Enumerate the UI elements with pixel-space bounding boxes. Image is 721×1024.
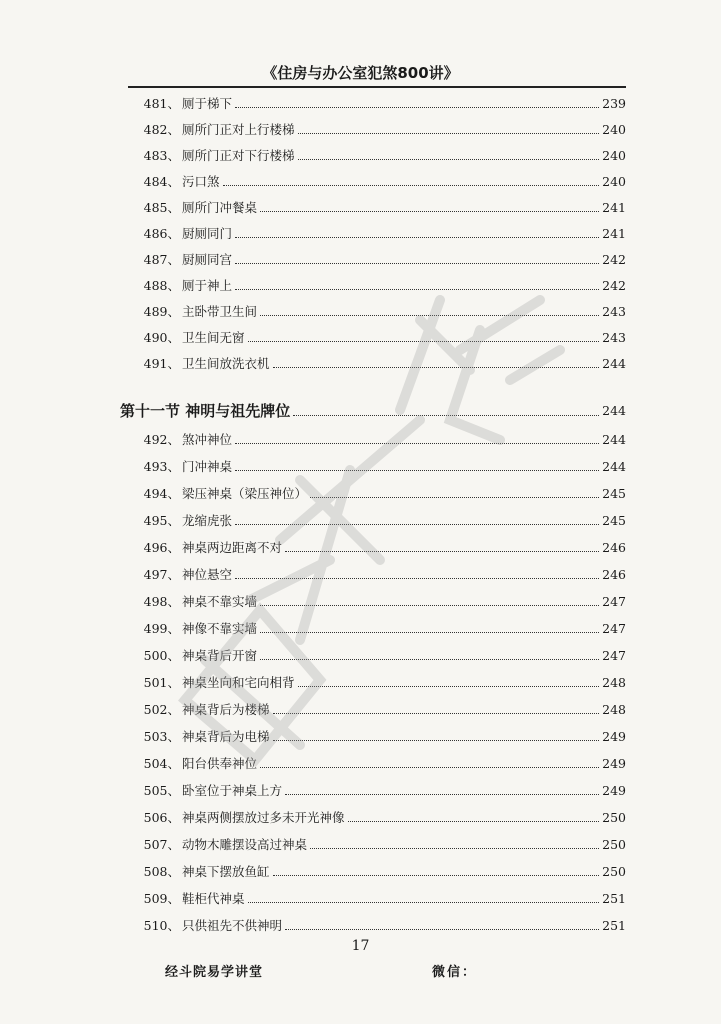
entry-number: 494、 bbox=[143, 486, 180, 501]
dot-leader bbox=[298, 158, 600, 160]
entry-number: 500、 bbox=[143, 648, 180, 663]
entry-number: 509、 bbox=[143, 891, 180, 906]
toc-entry[interactable] bbox=[120, 563, 626, 583]
section-title: 第十一节 神明与祖先牌位 bbox=[120, 402, 291, 420]
entry-title: 污口煞 bbox=[182, 174, 220, 189]
toc-entry[interactable] bbox=[120, 455, 626, 475]
toc-entry[interactable] bbox=[120, 248, 626, 268]
entry-title: 卫生间放洗衣机 bbox=[182, 356, 270, 371]
page-header-title: 《住房与办公室犯煞800讲》 bbox=[262, 64, 459, 82]
entry-page: 244 bbox=[602, 356, 626, 371]
entry-title: 动物木雕摆设高过神桌 bbox=[182, 837, 308, 852]
dot-leader bbox=[273, 366, 600, 368]
toc-entry[interactable] bbox=[120, 509, 626, 529]
entry-number: 495、 bbox=[143, 513, 180, 528]
entry-number: 508、 bbox=[143, 864, 180, 879]
entry-page: 244 bbox=[602, 432, 626, 447]
entry-page: 240 bbox=[602, 148, 626, 163]
dot-leader bbox=[235, 523, 599, 525]
toc-entry[interactable] bbox=[120, 806, 626, 826]
toc-entry[interactable] bbox=[120, 617, 626, 637]
entry-number: 490、 bbox=[143, 330, 180, 345]
dot-leader bbox=[310, 847, 599, 849]
entry-title: 神桌背后为电梯 bbox=[182, 729, 270, 744]
entry-number: 503、 bbox=[143, 729, 180, 744]
toc-entry[interactable] bbox=[120, 118, 626, 138]
toc-entry[interactable] bbox=[120, 428, 626, 448]
entry-page: 251 bbox=[602, 891, 626, 906]
entry-title: 阳台供奉神位 bbox=[182, 756, 258, 771]
entry-title: 神桌坐向和宅向相背 bbox=[182, 675, 295, 690]
toc-entry[interactable] bbox=[120, 144, 626, 164]
entry-number: 502、 bbox=[143, 702, 180, 717]
entry-page: 240 bbox=[602, 174, 626, 189]
entry-page: 239 bbox=[602, 96, 626, 111]
entry-number: 483、 bbox=[143, 148, 180, 163]
entry-page: 246 bbox=[602, 540, 626, 555]
entry-page: 245 bbox=[602, 513, 626, 528]
toc-entry[interactable] bbox=[120, 352, 626, 372]
entry-number: 506、 bbox=[143, 810, 180, 825]
entry-number: 484、 bbox=[143, 174, 180, 189]
dot-leader bbox=[260, 766, 599, 768]
dot-leader bbox=[235, 469, 599, 471]
dot-leader bbox=[235, 288, 599, 290]
toc-entry[interactable] bbox=[120, 887, 626, 907]
entry-number: 486、 bbox=[143, 226, 180, 241]
entry-number: 496、 bbox=[143, 540, 180, 555]
dot-leader bbox=[248, 901, 600, 903]
toc-entry[interactable] bbox=[120, 752, 626, 772]
entry-number: 492、 bbox=[143, 432, 180, 447]
dot-leader bbox=[223, 184, 600, 186]
toc-entry[interactable] bbox=[120, 698, 626, 718]
entry-number: 491、 bbox=[143, 356, 180, 371]
footer-left-text: 经斗院易学讲堂 bbox=[165, 965, 264, 980]
toc-entry[interactable] bbox=[120, 725, 626, 745]
entry-number: 481、 bbox=[143, 96, 180, 111]
entry-number: 498、 bbox=[143, 594, 180, 609]
dot-leader bbox=[273, 712, 600, 714]
entry-title: 主卧带卫生间 bbox=[182, 304, 258, 319]
entry-page: 241 bbox=[602, 226, 626, 241]
toc-entry[interactable] bbox=[120, 644, 626, 664]
toc-entry[interactable] bbox=[120, 196, 626, 216]
entry-number: 497、 bbox=[143, 567, 180, 582]
entry-page: 244 bbox=[602, 459, 626, 474]
dot-leader bbox=[260, 631, 599, 633]
entry-page: 242 bbox=[602, 252, 626, 267]
entry-title: 厕所门正对上行楼梯 bbox=[182, 122, 295, 137]
entry-number: 504、 bbox=[143, 756, 180, 771]
entry-page: 249 bbox=[602, 729, 626, 744]
dot-leader bbox=[273, 874, 600, 876]
entry-title: 卧室位于神桌上方 bbox=[182, 783, 283, 798]
entry-page: 249 bbox=[602, 756, 626, 771]
entry-page: 242 bbox=[602, 278, 626, 293]
footer-right-text: 微信： bbox=[432, 965, 478, 980]
entry-title: 厕所门正对下行楼梯 bbox=[182, 148, 295, 163]
dot-leader bbox=[285, 793, 599, 795]
toc-entry[interactable] bbox=[120, 671, 626, 691]
entry-title: 鞋柜代神桌 bbox=[182, 891, 245, 906]
entry-title: 神桌背后为楼梯 bbox=[182, 702, 270, 717]
dot-leader bbox=[235, 262, 599, 264]
dot-leader bbox=[260, 210, 599, 212]
entry-page: 243 bbox=[602, 330, 626, 345]
dot-leader bbox=[298, 132, 600, 134]
toc-entry[interactable] bbox=[120, 536, 626, 556]
entry-number: 505、 bbox=[143, 783, 180, 798]
entry-page: 250 bbox=[602, 837, 626, 852]
dot-leader bbox=[285, 928, 599, 930]
entry-page: 248 bbox=[602, 675, 626, 690]
entry-title: 梁压神桌（梁压神位） bbox=[182, 486, 308, 501]
dot-leader bbox=[293, 415, 599, 416]
entry-title: 神桌两侧摆放过多未开光神像 bbox=[182, 810, 345, 825]
toc-entry[interactable] bbox=[120, 833, 626, 853]
entry-title: 厕于神上 bbox=[182, 278, 233, 293]
entry-title: 神位悬空 bbox=[182, 567, 233, 582]
dot-leader bbox=[248, 340, 600, 342]
toc-entry[interactable] bbox=[120, 914, 626, 934]
dot-leader bbox=[285, 550, 599, 552]
entry-number: 487、 bbox=[143, 252, 180, 267]
entry-title: 卫生间无窗 bbox=[182, 330, 245, 345]
toc-entry[interactable] bbox=[120, 170, 626, 190]
dot-leader bbox=[310, 496, 599, 498]
dot-leader bbox=[260, 604, 599, 606]
entry-page: 249 bbox=[602, 783, 626, 798]
entry-page: 247 bbox=[602, 621, 626, 636]
dot-leader bbox=[348, 820, 600, 822]
entry-title: 厨厕同门 bbox=[182, 226, 233, 241]
entry-page: 251 bbox=[602, 918, 626, 933]
dot-leader bbox=[235, 577, 599, 579]
entry-title: 龙缩虎张 bbox=[182, 513, 233, 528]
entry-number: 482、 bbox=[143, 122, 180, 137]
entry-number: 501、 bbox=[143, 675, 180, 690]
entry-title: 厕于梯下 bbox=[182, 96, 233, 111]
toc-entry[interactable] bbox=[120, 590, 626, 610]
dot-leader bbox=[260, 658, 599, 660]
dot-leader bbox=[235, 442, 599, 444]
entry-page: 250 bbox=[602, 810, 626, 825]
entry-page: 247 bbox=[602, 648, 626, 663]
entry-number: 493、 bbox=[143, 459, 180, 474]
entry-title: 厕所门冲餐桌 bbox=[182, 200, 258, 215]
entry-page: 245 bbox=[602, 486, 626, 501]
entry-number: 488、 bbox=[143, 278, 180, 293]
entry-title: 厨厕同宫 bbox=[182, 252, 233, 267]
entry-number: 485、 bbox=[143, 200, 180, 215]
entry-page: 240 bbox=[602, 122, 626, 137]
entry-title: 神桌不靠实墙 bbox=[182, 594, 258, 609]
entry-title: 门冲神桌 bbox=[182, 459, 233, 474]
entry-title: 神桌两边距离不对 bbox=[182, 540, 283, 555]
dot-leader bbox=[235, 106, 599, 108]
section-page: 244 bbox=[602, 403, 626, 418]
entry-title: 神桌背后开窗 bbox=[182, 648, 258, 663]
entry-page: 248 bbox=[602, 702, 626, 717]
section-heading[interactable] bbox=[120, 398, 626, 420]
toc-entry[interactable] bbox=[120, 222, 626, 242]
dot-leader bbox=[260, 314, 599, 316]
header-rule bbox=[128, 86, 626, 88]
toc-entry[interactable] bbox=[120, 326, 626, 346]
toc-entry[interactable] bbox=[120, 274, 626, 294]
entry-title: 神桌下摆放鱼缸 bbox=[182, 864, 270, 879]
page-number: 17 bbox=[351, 938, 370, 954]
dot-leader bbox=[298, 685, 600, 687]
entry-number: 507、 bbox=[143, 837, 180, 852]
entry-title: 煞冲神位 bbox=[182, 432, 233, 447]
toc-entry[interactable] bbox=[120, 860, 626, 880]
entry-title: 只供祖先不供神明 bbox=[182, 918, 283, 933]
entry-title: 神像不靠实墙 bbox=[182, 621, 258, 636]
entry-number: 489、 bbox=[143, 304, 180, 319]
entry-page: 243 bbox=[602, 304, 626, 319]
toc-entry[interactable] bbox=[120, 92, 626, 112]
entry-page: 246 bbox=[602, 567, 626, 582]
dot-leader bbox=[235, 236, 599, 238]
dot-leader bbox=[273, 739, 600, 741]
toc-entry[interactable] bbox=[120, 482, 626, 502]
entry-page: 241 bbox=[602, 200, 626, 215]
entry-number: 499、 bbox=[143, 621, 180, 636]
entry-number: 510、 bbox=[143, 918, 180, 933]
entry-page: 247 bbox=[602, 594, 626, 609]
entry-page: 250 bbox=[602, 864, 626, 879]
toc-entry[interactable] bbox=[120, 779, 626, 799]
toc-entry[interactable] bbox=[120, 300, 626, 320]
